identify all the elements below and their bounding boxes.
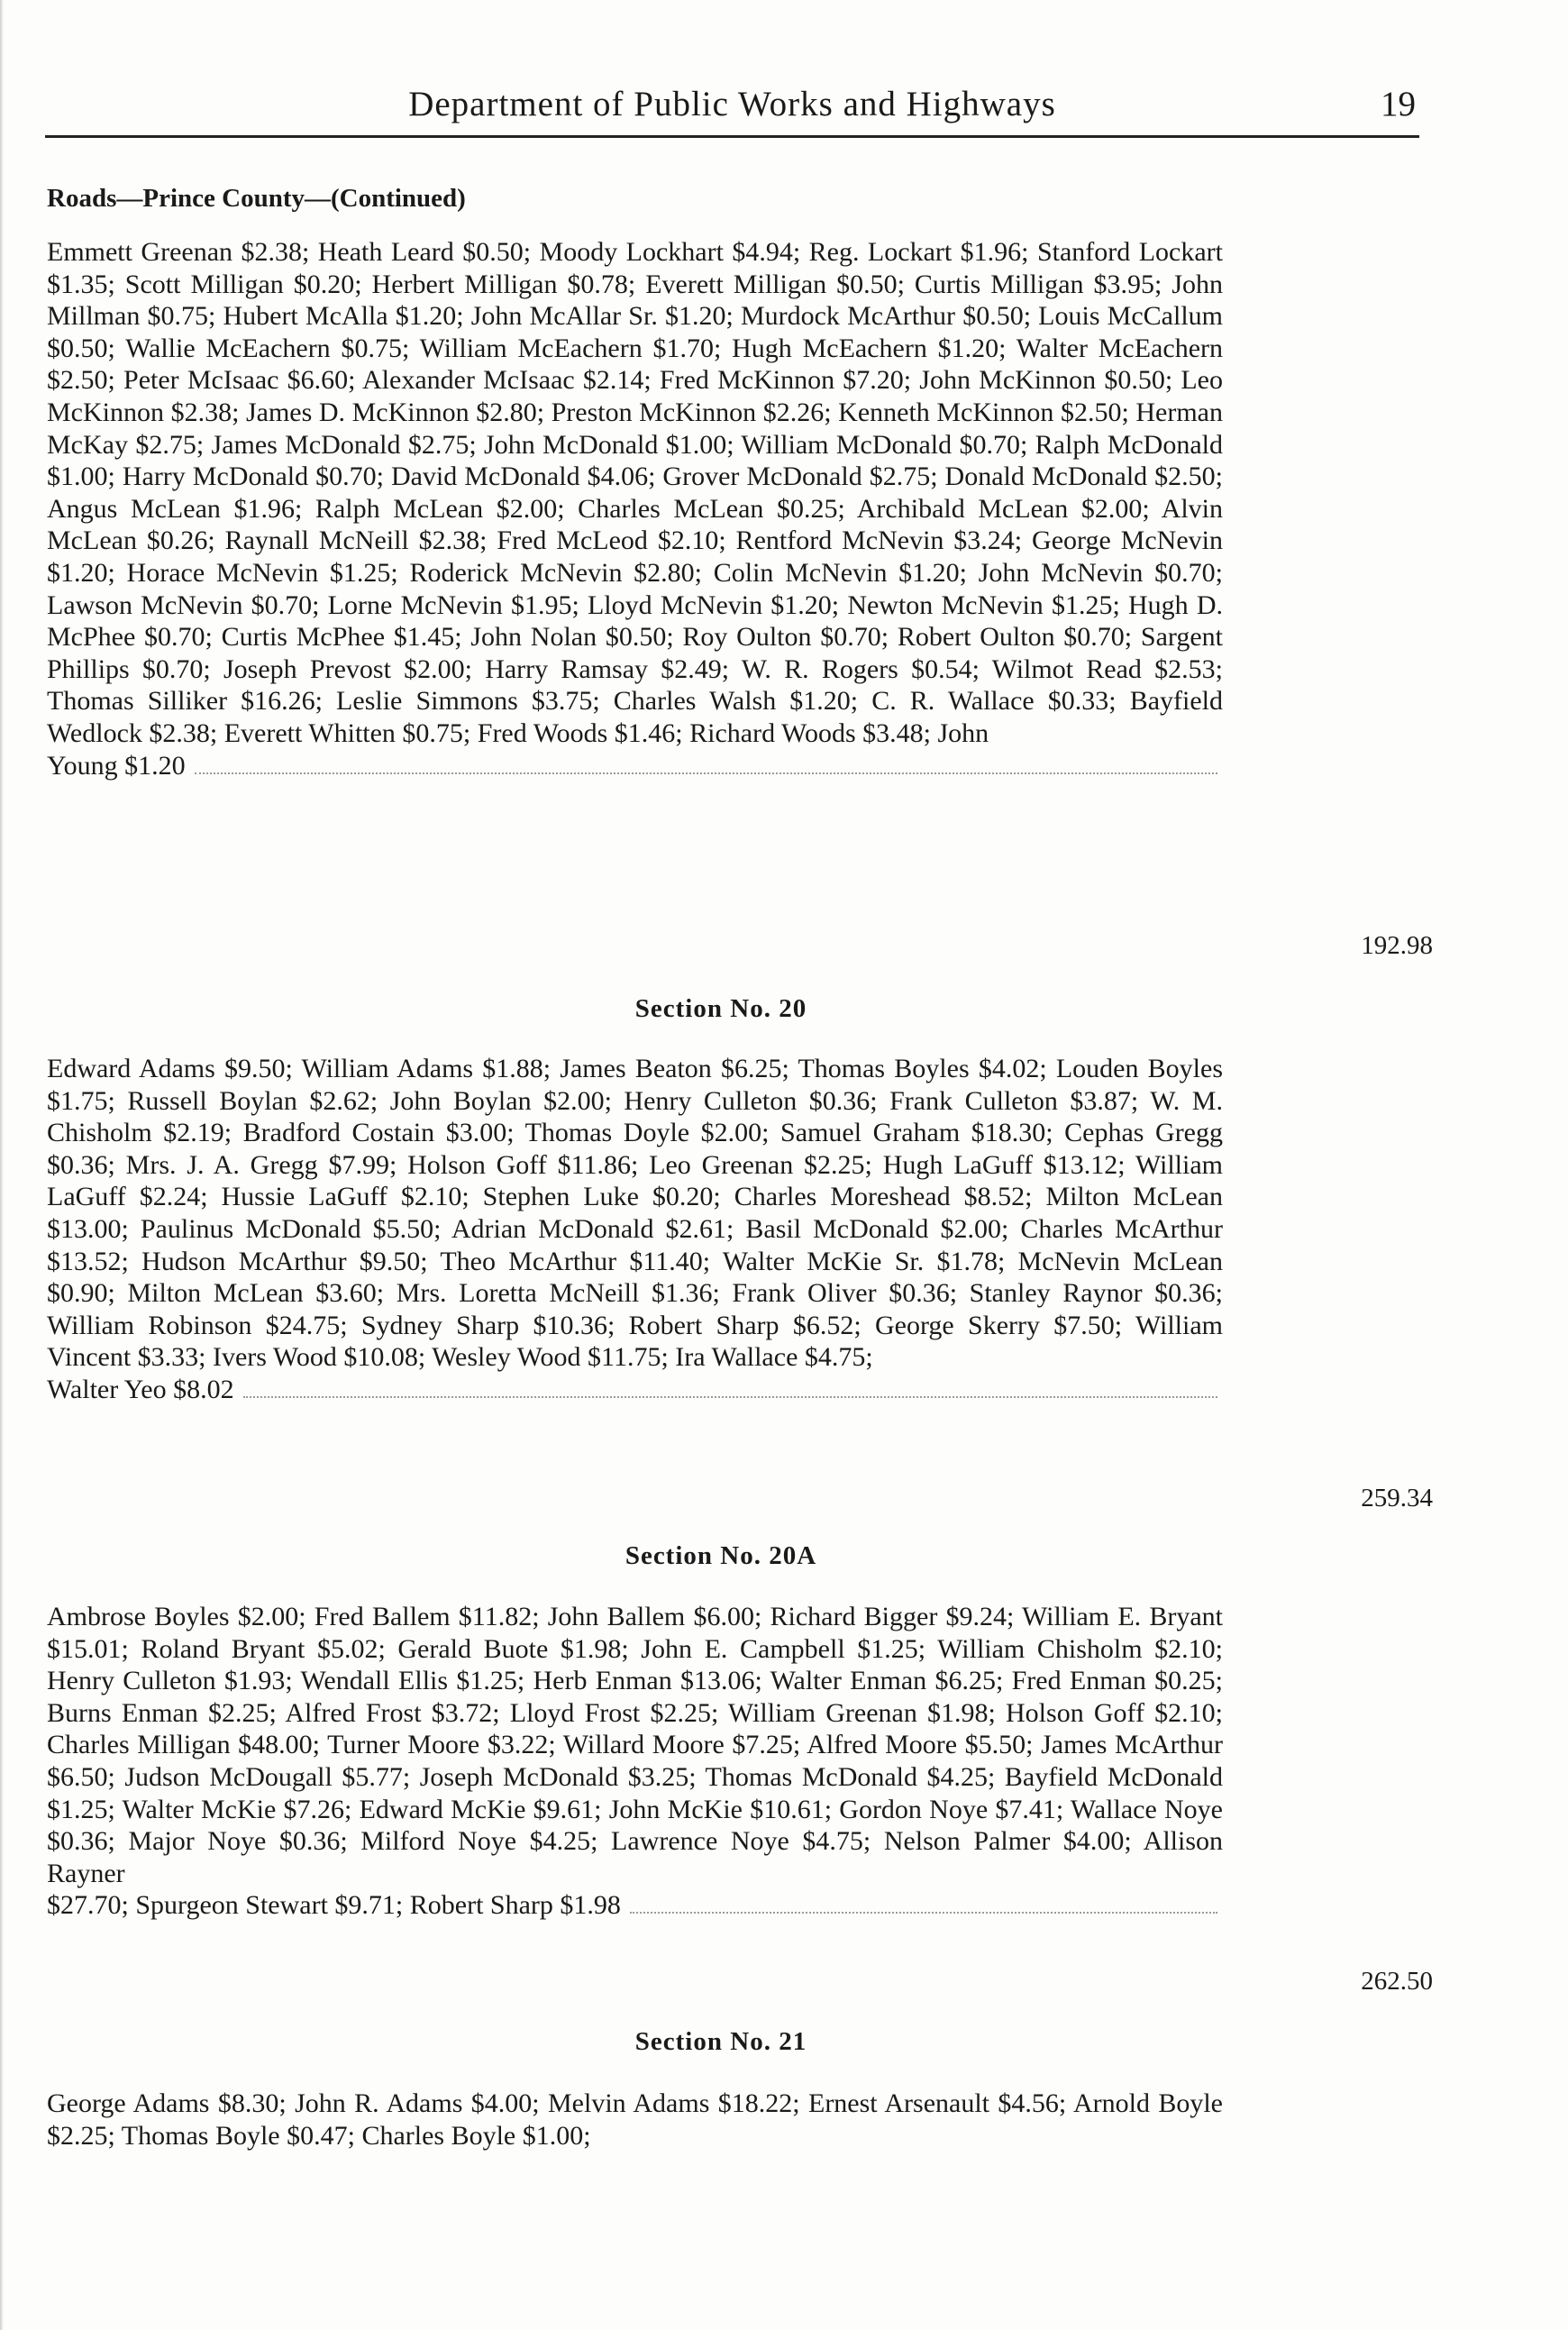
- section-total: 192.98: [1361, 931, 1433, 960]
- section-heading: Section No. 21: [634, 2027, 807, 2056]
- roads-subheading: Roads—Prince County—(Continued): [47, 184, 466, 213]
- paragraph-last-line: [47, 1374, 1223, 1406]
- page-title: Department of Public Works and Highways: [408, 85, 1056, 123]
- paragraph-body: George Adams $8.30; John R. Adams $4.00; Melvin Adams $18.22; Ernest Arsenault $4.56; Arnold Boyle $2.25; Thomas Boyle $0.47; Charles Boyle $1.00;: [47, 2088, 1223, 2151]
- page-header: [45, 83, 1419, 138]
- paragraph-last-line: [47, 1889, 1223, 1922]
- paragraph-last-line: [47, 750, 1223, 782]
- paragraph-body: Ambrose Boyles $2.00; Fred Ballem $11.82; John Ballem $6.00; Richard Bigger $9.24; William E. Bryant $15.01; Roland Bryant $5.02; Gerald Buote $1.98; John E. Campbell $1.25; William Chisholm $2.10; Henry Culleton $1.93; Wendall Ellis $1.25; Herb Enman $13.06; Walter Enman $6.25; Fred Enman $0.25; Burns Enman $2.25; Alfred Frost $3.72; Lloyd Frost $2.25; William Greenan $1.98; Holson Goff $2.10; Charles Milligan $48.00; Turner Moore $3.22; Willard Moore $7.25; Alfred Moore $5.50; James McArthur $6.50; Judson McDougall $5.77; Joseph McDonald $3.25; Thomas McDonald $4.25; Bayfield McDonald $1.25; Walter McKie $7.26; Edward McKie $9.61; John McKie $10.61; Gordon Noye $7.41; Wallace Noye $0.36; Major Noye $0.36; Milford Noye $4.25; Lawrence Noye $4.75; Nelson Palmer $4.00; Allison Rayner: [47, 1602, 1223, 1888]
- page-number: 19: [1381, 85, 1416, 123]
- dot-leader: [195, 772, 1217, 774]
- section-total: 259.34: [1361, 1484, 1433, 1512]
- paragraph-body: Emmett Greenan $2.38; Heath Leard $0.50; Moody Lockhart $4.94; Reg. Lockart $1.96; Stanford Lockart $1.35; Scott Milligan $0.20; Herbert Milligan $0.78; Everett Milligan $0.50; Curtis Milligan $3.95; John Millman $0.75; Hubert McAlla $1.20; John McAllar Sr. $1.20; Murdock McArthur $0.50; Louis McCallum $0.50; Wallie McEachern $0.75; William McEachern $1.70; Hugh McEachern $1.20; Walter McEachern $2.50; Peter McIsaac $6.60; Alexander McIsaac $2.14; Fred McKinnon $7.20; John McKinnon $0.50; Leo McKinnon $2.38; James D. McKinnon $2.80; Preston McKinnon $2.26; Kenneth McKinnon $2.50; Herman McKay $2.75; James McDonald $2.75; John McDonald $1.00; William McDonald $0.70; Ralph McDonald $1.00; Harry McDonald $0.70; David McDonald $4.06; Grover McDonald $2.75; Donald McDonald $2.50; Angus McLean $1.96; Ralph McLean $2.00; Charles McLean $0.25; Archibald McLean $2.00; Alvin McLean $0.26; Raynall McNeill $2.38; Fred McLeod $2.10; Rentford McNevin $3.24; George McNevin $1.20; Horace McNevin $1.25; Roderick McNevin $2.80; Colin McNevin $1.20; John McNevin $0.70; Lawson McNevin $0.70; Lorne McNevin $1.95; Lloyd McNevin $1.20; Newton McNevin $1.25; Hugh D. McPhee $0.70; Curtis McPhee $1.45; John Nolan $0.50; Roy Oulton $0.70; Robert Oulton $0.70; Sargent Phillips $0.70; Joseph Prevost $2.00; Harry Ramsay $2.49; W. R. Rogers $0.54; Wilmot Read $2.53; Thomas Silliker $16.26; Leslie Simmons $3.75; Charles Walsh $1.20; C. R. Wallace $0.33; Bayfield Wedlock $2.38; Everett Whitten $0.75; Fred Woods $1.46; Richard Woods $3.48; John: [47, 237, 1223, 748]
- paragraph-last-entry: Walter Yeo $8.02: [47, 1374, 234, 1404]
- paragraph-body: Edward Adams $9.50; William Adams $1.88; James Beaton $6.25; Thomas Boyles $4.02; Louden Boyles $1.75; Russell Boylan $2.62; John Boylan $2.00; Henry Culleton $0.36; Frank Culleton $3.87; W. M. Chisholm $2.19; Bradford Costain $3.00; Thomas Doyle $2.00; Samuel Graham $18.30; Cephas Gregg $0.36; Mrs. J. A. Gregg $7.99; Holson Goff $11.86; Leo Greenan $2.25; Hugh LaGuff $13.12; William LaGuff $2.24; Hussie LaGuff $2.10; Stephen Luke $0.20; Charles Moreshead $8.52; Milton McLean $13.00; Paulinus McDonald $5.50; Adrian McDonald $2.61; Basil McDonald $2.00; Charles McArthur $13.52; Hudson McArthur $9.50; Theo McArthur $11.40; Walter McKie Sr. $1.78; McNevin McLean $0.90; Milton McLean $3.60; Mrs. Loretta McNeill $1.36; Frank Oliver $0.36; Stanley Raynor $0.36; William Robinson $24.75; Sydney Sharp $10.36; Robert Sharp $6.52; George Skerry $7.50; William Vincent $3.33; Ivers Wood $10.08; Wesley Wood $11.75; Ira Wallace $4.75;: [47, 1054, 1223, 1373]
- continued-paragraph: [47, 236, 1223, 781]
- scan-edge: [0, 0, 4, 2330]
- paragraph-last-entry: Young $1.20: [47, 750, 186, 781]
- section-paragraph: [47, 1053, 1223, 1406]
- section-total: 262.50: [1361, 1967, 1433, 1996]
- paragraph-last-entry: $27.70; Spurgeon Stewart $9.71; Robert Sharp $1.98: [47, 1890, 621, 1921]
- dot-leader: [630, 1912, 1217, 1914]
- section-paragraph: [47, 2088, 1223, 2152]
- section-heading: Section No. 20A: [624, 1541, 817, 1570]
- section-paragraph: [47, 1601, 1223, 1922]
- section-heading: Section No. 20: [634, 994, 807, 1023]
- dot-leader: [243, 1396, 1217, 1398]
